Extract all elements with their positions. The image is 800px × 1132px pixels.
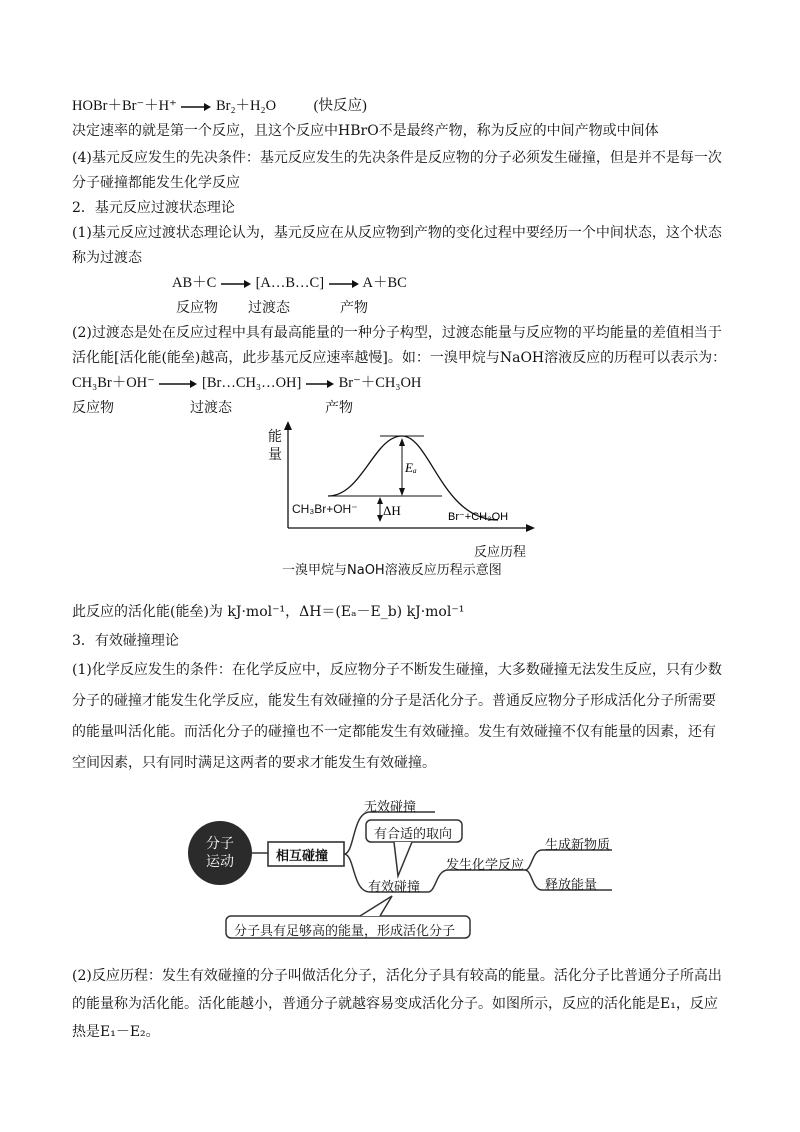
label-reactant: 反应物 — [176, 300, 218, 316]
paragraph-line: 的能量叫活化能。而活化分子的碰撞也不一定都能发生有效碰撞。发生有效碰撞不仅有能量的因素，还有 — [72, 724, 716, 740]
ea-arrow-up-icon — [399, 438, 405, 446]
orientation-label: 有合适的取向 — [374, 827, 453, 842]
branch-new-substance — [525, 850, 612, 870]
effective-collision-label: 有效碰撞 — [368, 880, 421, 895]
ea-label: Eₐ — [405, 460, 417, 475]
activation-pointer — [360, 896, 392, 916]
paragraph-line: 活化能[活化能(能垒)越高，此步基元反应速率越慢]。如：一溴甲烷与NaOH溶液反应的历程可以表示为： — [72, 350, 727, 366]
section-heading: 2．基元反应过渡状态理论 — [72, 200, 235, 216]
reactant-label: CH₃Br+OH⁻ — [292, 502, 358, 516]
label-product: 产物 — [325, 400, 353, 416]
equation-transition: [A…B…C] — [255, 275, 325, 291]
arrow-icon — [180, 102, 212, 112]
equation-fast-reaction — [72, 96, 367, 116]
equation-transition-state — [172, 273, 407, 293]
new-substance-label: 生成新物质 — [545, 838, 611, 853]
ineffective-collision-label: 无效碰撞 — [364, 800, 417, 815]
activation-energy-line: 此反应的活化能(能垒)为 kJ·mol⁻¹，ΔH＝(Eₐ－E_b) kJ·mol⁻¹ — [72, 604, 465, 620]
section-heading: 3．有效碰撞理论 — [72, 633, 179, 649]
equation-reactants: AB＋C — [172, 275, 217, 291]
arrow-icon — [158, 379, 198, 389]
arrow-icon — [328, 279, 360, 289]
orientation-pointer — [394, 842, 412, 876]
paragraph-line: (1)化学反应发生的条件：在化学反应中，反应物分子不断发生碰撞，大多数碰撞无法发生反应，只有少数 — [72, 662, 722, 678]
arrow-icon — [220, 279, 252, 289]
y-axis-arrow-icon — [284, 421, 292, 430]
label-product: 产物 — [340, 300, 368, 316]
chemical-reaction-label: 发生化学反应 — [446, 858, 525, 873]
equation-products: Br₂＋H₂O — [215, 98, 277, 114]
equation-products: A＋BC — [362, 275, 407, 291]
paragraph-line: (2)反应历程：发生有效碰撞的分子叫做活化分子，活化分子具有较高的能量。活化分子比普通分子所高出 — [72, 968, 722, 984]
activated-molecule-label: 分子具有足够高的能量，形成活化分子 — [234, 924, 456, 939]
label-transition: 过渡态 — [190, 400, 232, 416]
ea-arrow-down-icon — [399, 488, 405, 496]
collision-label: 相互碰撞 — [276, 849, 329, 864]
paragraph-line: 分子碰撞都能发生化学反应 — [72, 175, 240, 191]
x-axis-label: 反应历程 — [474, 545, 527, 560]
y-axis-label: 能量 — [268, 429, 282, 463]
product-label: Br⁻+CH₃OH — [448, 511, 509, 523]
paragraph-line: (2)过渡态是处在反应过程中具有最高能量的一种分子构型，过渡态能量与反应物的平均能量的差值相当于 — [72, 325, 722, 341]
arrow-icon — [305, 379, 335, 389]
release-energy-label: 释放能量 — [545, 878, 598, 893]
dh-label: ΔH — [383, 503, 401, 518]
label-reactant: 反应物 — [72, 400, 114, 416]
paragraph-line: 热是E₁－E₂。 — [72, 1024, 160, 1040]
paragraph-line: 称为过渡态 — [72, 250, 142, 266]
paragraph-line: 空间因素，只有同时满足这两者的要求才能发生有效碰撞。 — [72, 755, 436, 771]
paragraph-line: 决定速率的就是第一个反应，且这个反应中HBrO不是最终产物，称为反应的中间产物或中间体 — [72, 123, 659, 139]
x-axis-arrow-icon — [526, 524, 535, 532]
paragraph-line: (1)基元反应过渡状态理论认为，基元反应在从反应物到产物的变化过程中要经历一个中间状态，这个状态 — [72, 225, 722, 241]
label-transition: 过渡态 — [248, 300, 290, 316]
paragraph-line: (4)基元反应发生的先决条件：基元反应发生的先决条件是反应物的分子必须发生碰撞，但是并不是每一次 — [72, 150, 722, 166]
paragraph-line: 的能量称为活化能。活化能越小，普通分子就越容易变成活化分子。如图所示，反应的活化能是E₁，反应 — [72, 996, 718, 1012]
equation-methyl-bromide — [72, 373, 421, 393]
equation-reactants: CH₃Br＋OH⁻ — [72, 375, 155, 391]
figure-caption: 一溴甲烷与NaOH溶液反应历程示意图 — [282, 563, 502, 578]
equation-reactants: HOBr＋Br⁻＋H⁺ — [72, 98, 177, 114]
paragraph-line: 分子的碰撞才能发生化学反应，能发生有效碰撞的分子是活化分子。普通反应物分子形成活化分子所需要 — [72, 693, 716, 709]
fast-reaction-note: (快反应) — [313, 98, 367, 114]
energy-diagram — [262, 420, 542, 558]
equation-products: Br⁻＋CH₃OH — [338, 375, 422, 391]
equation-transition: [Br…CH₃…OH] — [202, 375, 302, 391]
branch-react — [428, 870, 525, 892]
molecular-motion-label: 分子运动 — [206, 836, 234, 870]
